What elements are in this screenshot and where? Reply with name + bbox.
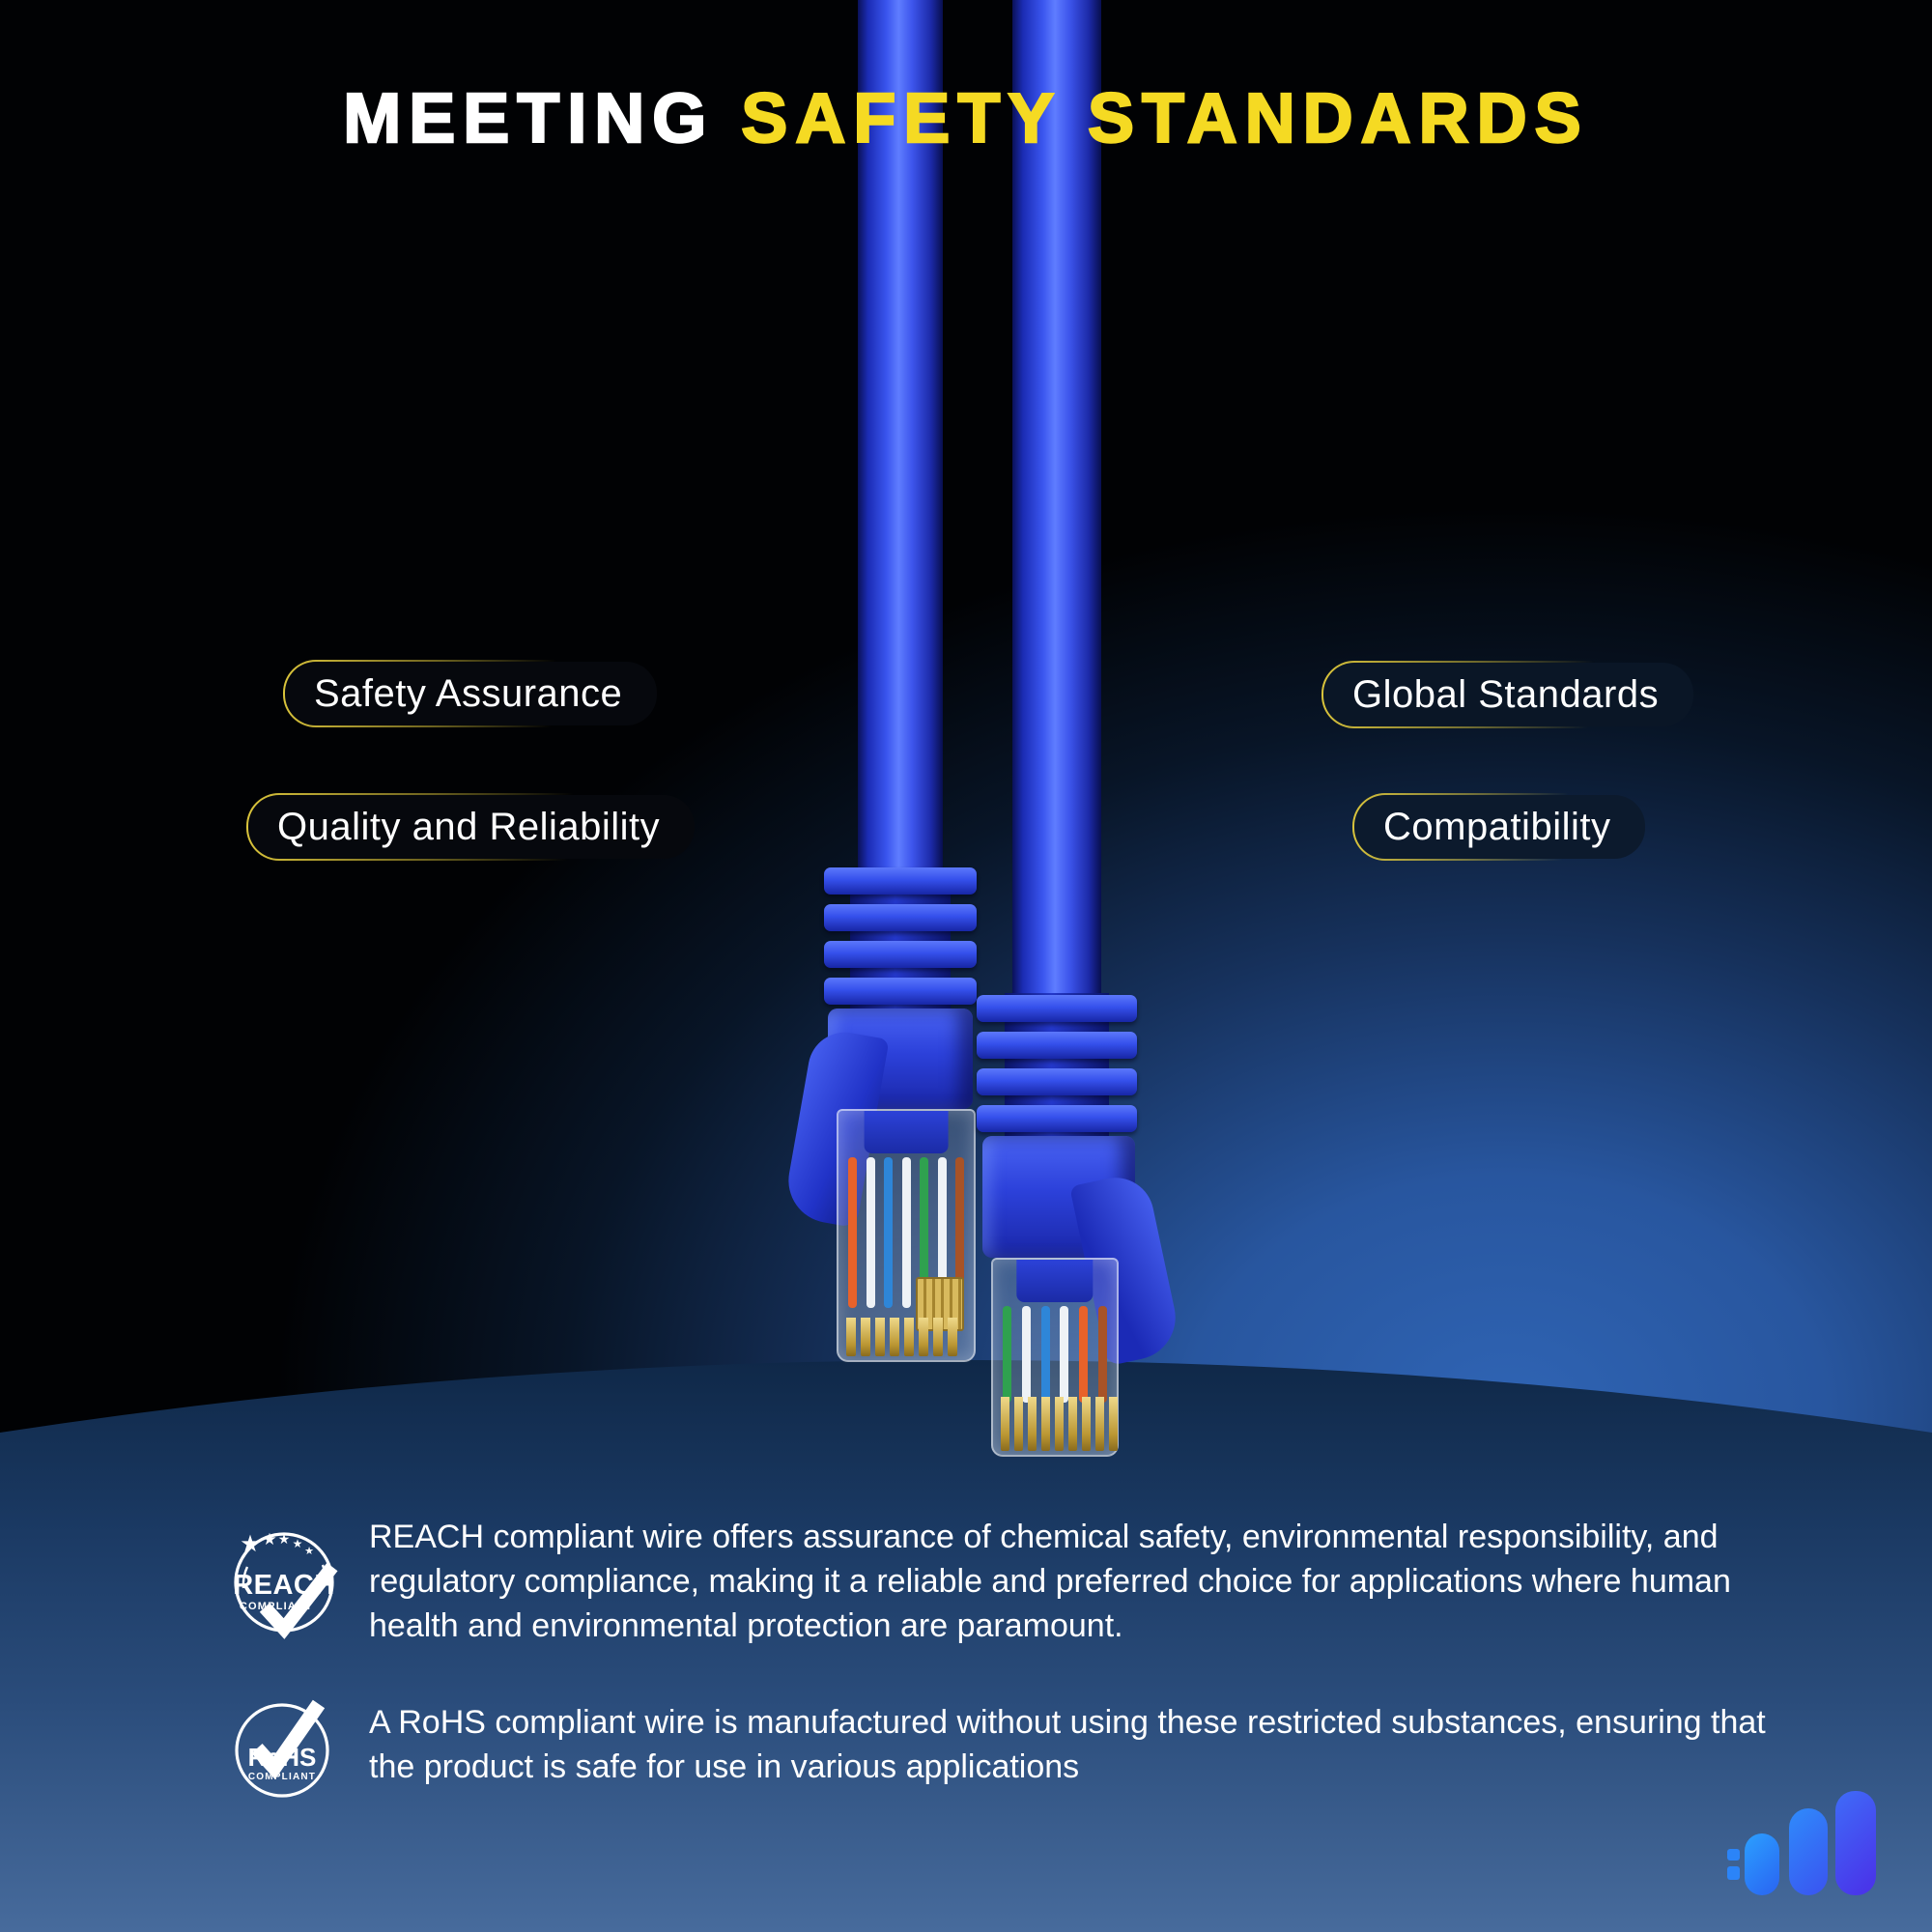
gold-pin [1095,1397,1104,1451]
cable-left-gold-pins [846,1318,957,1356]
feature-label: Compatibility [1383,805,1611,848]
cable-right-gold-pins [1001,1397,1118,1451]
cable-right-boot-fin [977,1032,1137,1059]
star-icon: ★ [304,1546,314,1557]
logo-bar-medium [1789,1808,1828,1895]
gold-pin [919,1318,928,1356]
cable-left-boot-fin [824,941,977,968]
logo-dot [1727,1866,1740,1880]
gold-pin [1082,1397,1091,1451]
badge-subtitle: COMPLIANT [239,1601,314,1612]
wire-blue [1041,1306,1050,1403]
feature-label: Global Standards [1352,672,1660,716]
gold-pin [904,1318,914,1356]
star-icon: ★ [277,1531,291,1547]
cable-left-boot-fin [824,978,977,1005]
brand-logo [1725,1787,1884,1897]
feature-label: Quality and Reliability [277,805,661,848]
feature-pill-quality-reliability [246,793,696,861]
logo-bar-large [1835,1791,1876,1895]
wire-green [1003,1306,1011,1403]
page-title [0,79,1932,158]
page-title-white-part: MEETING [343,80,715,157]
wire-white [1022,1306,1031,1403]
reach-compliant-badge-icon [226,1520,348,1646]
cable-right-wires [1003,1306,1107,1403]
gold-pin [933,1318,943,1356]
feature-label: Safety Assurance [314,671,623,715]
gold-pin [846,1318,856,1356]
gold-pin [890,1318,899,1356]
wire-blue [884,1157,893,1308]
cable-right-rj45-connector [991,1258,1119,1457]
badge-subtitle: COMPLIANT [247,1772,317,1782]
cable-left-boot-fin [824,904,977,931]
logo-dot [1727,1849,1740,1861]
gold-pin [948,1318,957,1356]
cable-right-jacket-stub [1016,1260,1093,1302]
wire-white [867,1157,875,1308]
gold-pin [1109,1397,1118,1451]
star-icon: ★ [292,1537,303,1550]
cable-left-boot-fin [824,867,977,895]
gold-pin [1001,1397,1009,1451]
gold-pin [875,1318,885,1356]
wire-white [1060,1306,1068,1403]
page-title-yellow-part: SAFETY STANDARDS [714,80,1589,157]
rohs-compliant-badge-icon [224,1687,340,1803]
star-icon: ★ [262,1530,277,1548]
wire-orange [1079,1306,1088,1403]
gold-pin [1068,1397,1077,1451]
badge-title: REACH [233,1570,335,1601]
cable-left-jacket-stub [865,1111,949,1153]
star-icon: ★ [240,1531,261,1557]
cable-left-rj45-connector [837,1109,976,1362]
wire-orange [848,1157,857,1308]
cable-right-boot-fin [977,995,1137,1022]
rohs-compliance-paragraph: A RoHS compliant wire is manufactured without using these restricted substances, ensuring that the product is safe for use in various applications [369,1704,1766,1785]
reach-compliance-paragraph: REACH compliant wire offers assurance of chemical safety, environmental responsibility, and regulatory compliance, making it a reliable and preferred choice for applications where human health and environmental protection are paramount. [369,1519,1731,1644]
cable-right-boot-fin [977,1105,1137,1132]
gold-pin [1028,1397,1037,1451]
feature-pill-global-standards [1321,661,1695,728]
gold-pin [861,1318,870,1356]
feature-pill-safety-assurance [283,660,659,727]
gold-pin [1055,1397,1064,1451]
wire-white [902,1157,911,1308]
gold-pin [1041,1397,1050,1451]
cable-right-boot-fin [977,1068,1137,1095]
gold-pin [1014,1397,1023,1451]
badge-title: RoHS [247,1743,317,1772]
wire-brown [1098,1306,1107,1403]
feature-pill-compatibility [1352,793,1647,861]
logo-bar-small [1745,1833,1779,1895]
